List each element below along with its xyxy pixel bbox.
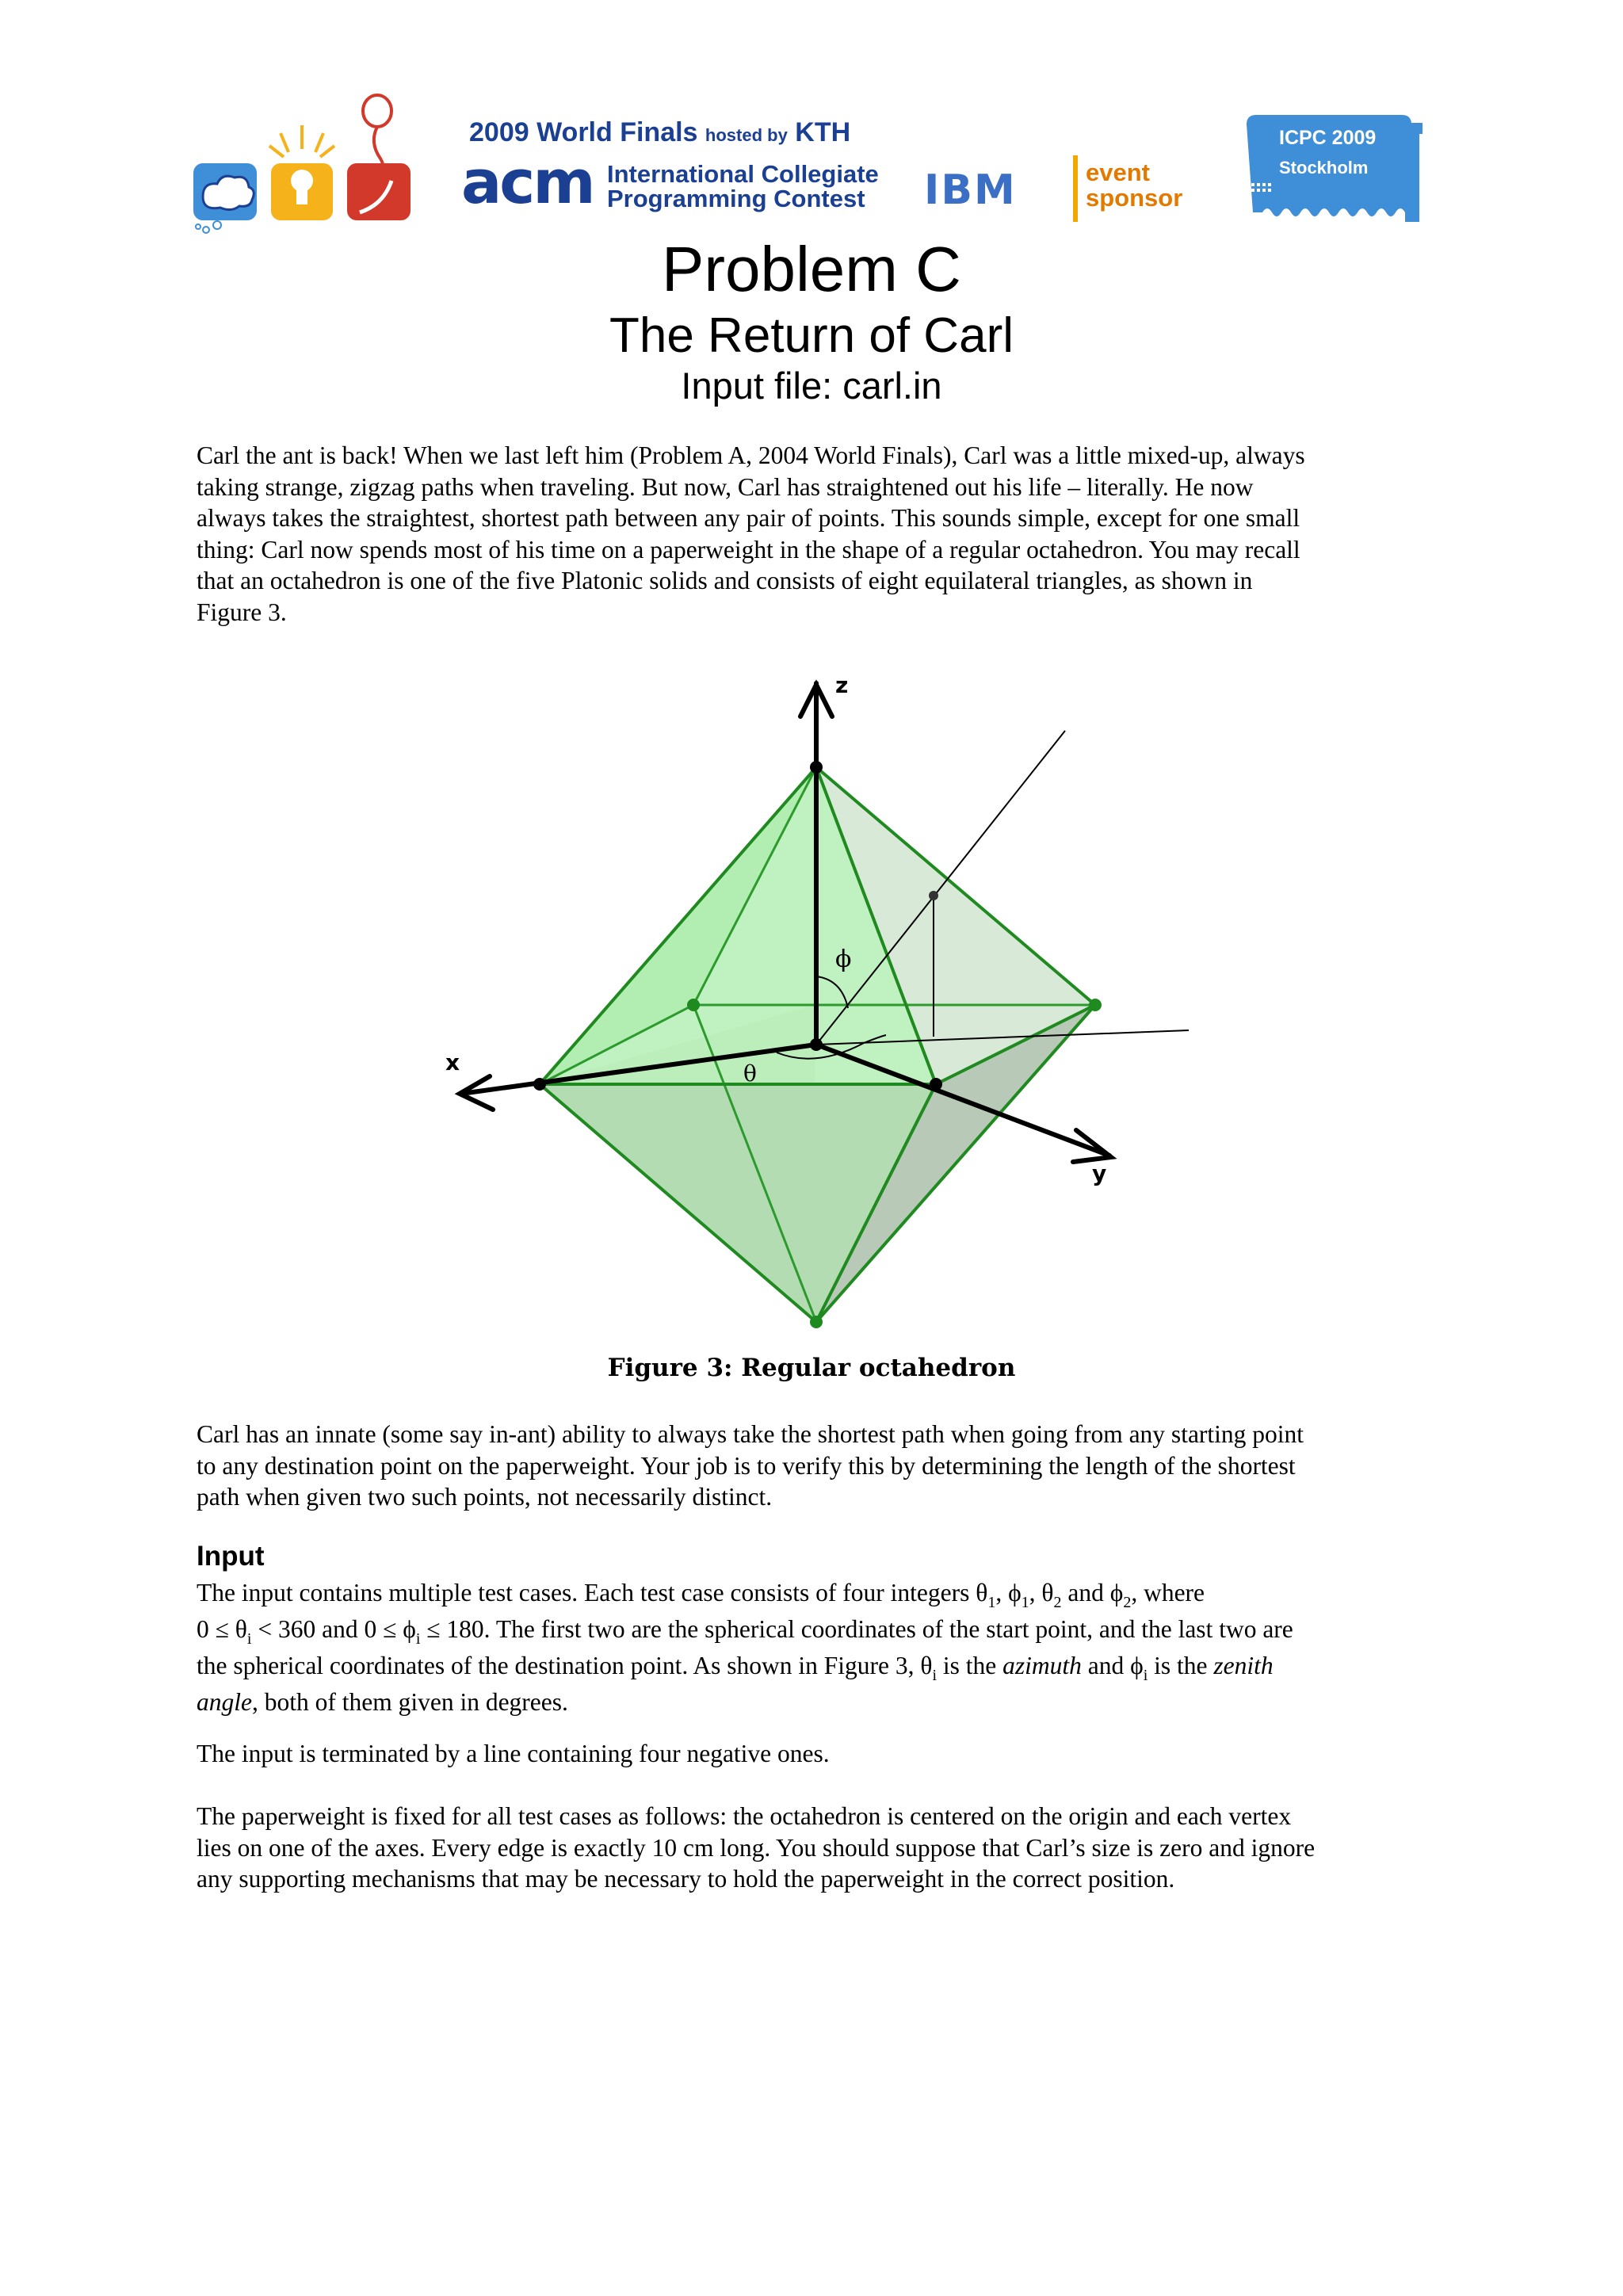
shortest-path-paragraph [197, 1419, 1433, 1513]
phi-label: ϕ [835, 946, 852, 973]
input-heading: Input [197, 1541, 265, 1572]
intro-paragraph [197, 440, 1433, 628]
problem-title: Problem C [662, 234, 961, 304]
text-line: the spherical coordinates of the destination point. As shown in Figure 3, $\theta_i$ is the azimuth and $\phi_i$ is the zenith [197, 1652, 1274, 1684]
text-line: The paperweight is fixed for all test cases as follows: the octahedron is centered on the origin and each vertex [197, 1802, 1292, 1830]
text-line: that an octahedron is one of the five Platonic solids and consists of eight equilateral triangles, as shown in [197, 567, 1253, 594]
z-axis-label: z [835, 672, 849, 698]
icpc-blocks-logo [193, 94, 415, 236]
octahedron-figure [428, 666, 1205, 1347]
text-line: The input is terminated by a line containing four negative ones. [197, 1740, 830, 1767]
header-banner [0, 0, 1623, 238]
theta-label: θ [743, 1060, 757, 1087]
badge-line1: ICPC 2009 [1279, 127, 1377, 149]
text-line: lies on one of the axes. Every edge is exactly 10 cm long. You should suppose that Carl’s size is zero and ignore [197, 1833, 1316, 1862]
text-line: any supporting mechanisms that may be necessary to hold the paperweight in the correct position. [197, 1865, 1175, 1893]
x-axis-label: x [445, 1049, 460, 1075]
acm-logo-text: acm [461, 147, 594, 217]
input-file-label: Input file: carl.in [681, 365, 942, 407]
text-line: Carl the ant is back! When we last left him (Problem A, 2004 World Finals), Carl was a little mixed-up, always [197, 441, 1305, 469]
sponsor-divider [1073, 155, 1078, 222]
input-description [197, 1576, 1433, 1719]
text-line: thing: Carl now spends most of his time on a paperweight in the shape of a regular octahedron. You may recall [197, 535, 1300, 563]
world-finals-title: 2009 World Finals hosted by KTH [469, 117, 851, 147]
text-line: The input contains multiple test cases. Each test case consists of four integers $\theta_1$, $\phi_1$, $\theta_2$ and $\phi_2$, where [197, 1579, 1205, 1611]
text-line: Figure 3. [197, 598, 287, 626]
figure-caption: Figure 3: Regular octahedron [607, 1354, 1016, 1382]
text-line: path when given two such points, not necessarily distinct. [197, 1483, 773, 1511]
icpc-badge-text [1279, 124, 1376, 182]
text-line: taking strange, zigzag paths when traveling. But now, Carl has straightened out his life – literally. He now [197, 472, 1254, 501]
icpc-name [607, 162, 879, 211]
event-sponsor-label [1086, 160, 1182, 211]
text-line: angle, both of them given in degrees. [197, 1688, 568, 1716]
badge-line2: Stockholm [1279, 158, 1369, 178]
text-line: Carl has an innate (some say in-ant) ability to always take the shortest path when going from any starting point [197, 1420, 1304, 1448]
y-axis-label: y [1092, 1160, 1107, 1186]
icpc-name-line1: International Collegiate [607, 160, 879, 188]
sponsor-line2: sponsor [1086, 184, 1183, 212]
text-line: $0 \le \theta_i < 360$ and $0 \le \phi_i \le 180$. The first two are the spherical coordinates of the start point, and the last two are [197, 1615, 1293, 1648]
ibm-logo: IBM [924, 166, 1017, 214]
terminator-paragraph [197, 1738, 1433, 1770]
icpc-name-line2: Programming Contest [607, 185, 865, 212]
problem-name: The Return of Carl [609, 308, 1014, 363]
paperweight-paragraph [197, 1801, 1433, 1895]
text-line: to any destination point on the paperweight. Your job is to verify this by determining the length of the shortest [197, 1451, 1296, 1480]
sponsor-line1: event [1086, 159, 1150, 186]
text-line: always takes the straightest, shortest path between any pair of points. This sounds simple, except for one small [197, 504, 1300, 532]
